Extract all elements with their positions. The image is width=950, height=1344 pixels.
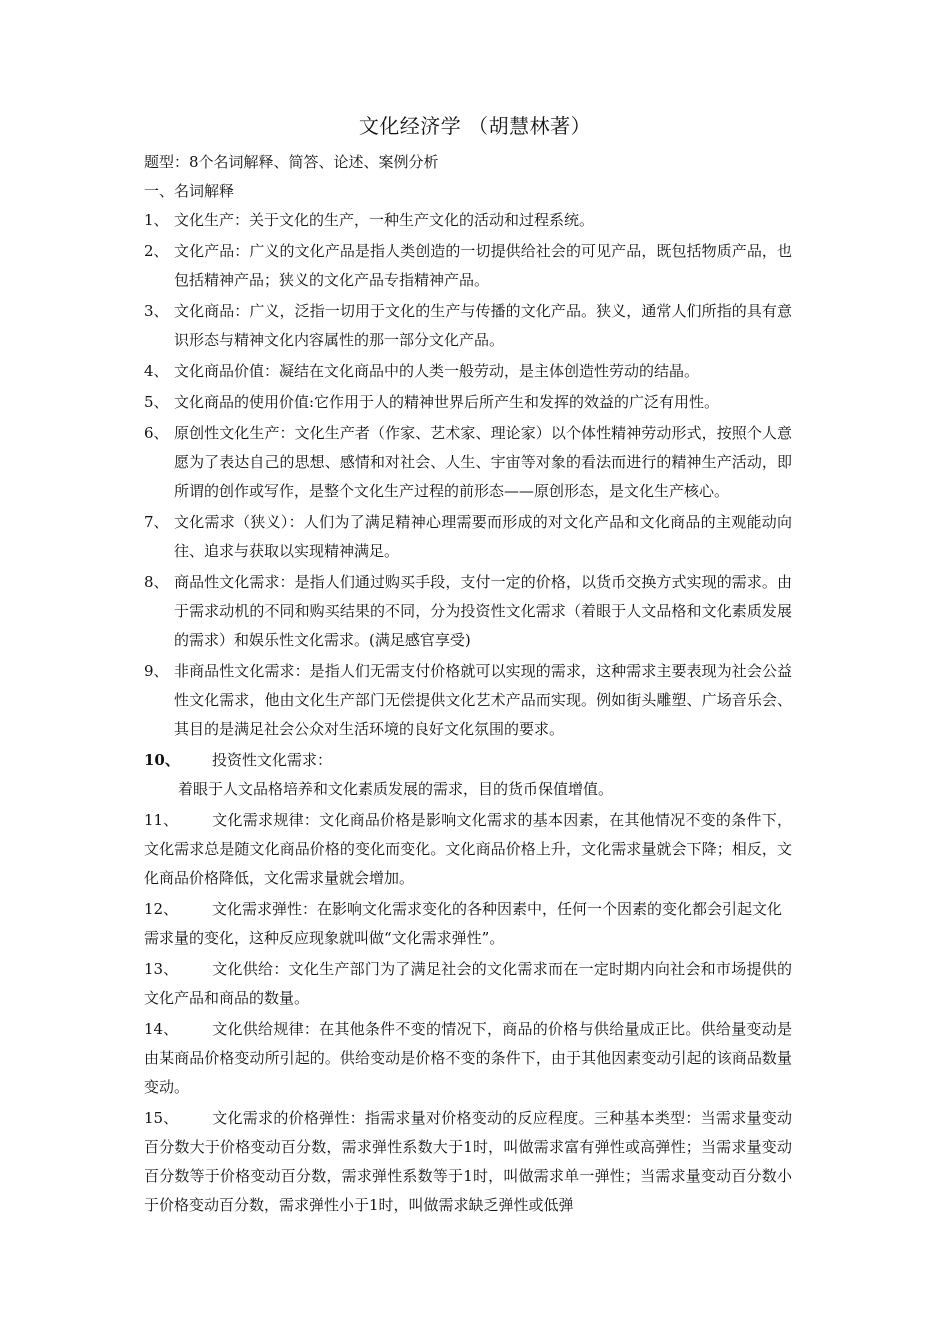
item-number: 14、 [144, 1020, 179, 1038]
item-number: 1、 [144, 211, 169, 229]
item-text: 商品性文化需求：是指人们通过购买手段，支付一定的价格，以货币交换方式实现的需求。由于需求动机的不同和购买结果的不同，分为投资性文化需求（着眼于人文品格和文化素质发展的需求）和娱乐性文化需求。(满足感官享受) [174, 573, 792, 649]
list-item [144, 955, 792, 1013]
list-item [144, 357, 792, 386]
item-text: 文化需求（狭义）：人们为了满足精神心理需要而形成的对文化产品和文化商品的主观能动向往、追求与获取以实现精神满足。 [174, 513, 792, 560]
item-number: 7、 [144, 513, 169, 531]
item-number: 2、 [144, 242, 169, 260]
item-number: 6、 [144, 424, 169, 442]
item-text: 文化商品价值：凝结在文化商品中的人类一般劳动，是主体创造性劳动的结晶。 [174, 362, 700, 380]
list-item [144, 568, 792, 655]
question-types: 题型：8个名词解释、简答、论述、案例分析 [144, 153, 439, 171]
item-number: 15、 [144, 1109, 179, 1127]
item-text: 文化供给规律：在其他条件不变的情况下，商品的价格与供给量成正比。供给量变动是由某商品价格变动所引起的。供给变动是价格不变的条件下，由于其他因素变动引起的该商品数量变动。 [144, 1020, 792, 1096]
item-number: 12、 [144, 900, 179, 918]
item-text: 文化产品：广义的文化产品是指人类创造的一切提供给社会的可见产品，既包括物质产品，也包括精神产品；狭义的文化产品专指精神产品。 [174, 242, 792, 289]
item-number: 4、 [144, 362, 169, 380]
list-item [144, 388, 792, 417]
item-number: 11、 [144, 811, 179, 829]
item-number: 5、 [144, 393, 169, 411]
list-item [144, 806, 792, 893]
list-item [144, 206, 792, 235]
item-number: 13、 [144, 960, 179, 978]
list-item-heading [144, 746, 792, 775]
document-title: 文化经济学 （胡慧林著） [358, 114, 592, 138]
item-text: 文化商品：广义，泛指一切用于文化的生产与传播的文化产品。狭义，通常人们所指的具有意识形态与精神文化内容属性的那一部分文化产品。 [174, 302, 792, 349]
list-item [144, 1104, 792, 1220]
section-heading: 一、名词解释 [144, 182, 235, 200]
list-item [144, 297, 792, 355]
item-number: 8、 [144, 573, 169, 591]
item-text: 原创性文化生产：文化生产者（作家、艺术家、理论家）以个体性精神劳动形式，按照个人意愿为了表达自己的思想、感情和对社会、人生、宇宙等对象的看法而进行的精神生产活动，即所谓的创作或写作，是整个文化生产过程的前形态——原创形态，是文化生产核心。 [174, 424, 792, 500]
item-text: 文化生产：关于文化的生产，一种生产文化的活动和过程系统。 [174, 211, 595, 229]
item-text: 着眼于人文品格培养和文化素质发展的需求，目的货币保值增值。 [178, 780, 614, 798]
item-number: 3、 [144, 302, 169, 320]
list-item [144, 657, 792, 744]
list-item [144, 1015, 792, 1102]
item-number: 9、 [144, 662, 169, 680]
item-text: 文化商品的使用价值:它作用于人的精神世界后所产生和发挥的效益的广泛有用性。 [174, 393, 720, 411]
item-text: 文化供给：文化生产部门为了满足社会的文化需求而在一定时期内向社会和市场提供的文化产品和商品的数量。 [144, 960, 792, 1007]
list-item [144, 508, 792, 566]
list-item [144, 419, 792, 506]
item-text: 文化需求弹性：在影响文化需求变化的各种因素中，任何一个因素的变化都会引起文化需求量的变化，这种反应现象就叫做“文化需求弹性”。 [144, 900, 783, 947]
item-heading: 投资性文化需求： [212, 751, 333, 769]
item-text: 文化需求的价格弹性：指需求量对价格变动的反应程度。三种基本类型：当需求量变动百分数大于价格变动百分数，需求弹性系数大于1时，叫做需求富有弹性或高弹性；当需求量变动百分数等于价格变动百分数，需求弹性系数等于1时，叫做需求单一弹性；当需求量变动百分数小于价格变动百分数，需求弹性小于1时，叫做需求缺乏弹性或低弹 [144, 1109, 792, 1214]
item-text: 文化需求规律：文化商品价格是影响文化需求的基本因素，在其他情况不变的条件下，文化需求总是随文化商品价格的变化而变化。文化商品价格上升，文化需求量就会下降；相反，文化商品价格降低，文化需求量就会增加。 [144, 811, 792, 887]
item-line [144, 895, 792, 953]
document-body [144, 148, 792, 1222]
item-text: 非商品性文化需求：是指人们无需支付价格就可以实现的需求，这种需求主要表现为社会公益性文化需求，他由文化生产部门无偿提供文化艺术产品而实现。例如街头雕塑、广场音乐会、其目的是满足社会公众对生活环境的良好文化氛围的要求。 [174, 662, 792, 738]
list-item [144, 895, 792, 953]
item-number: 10、 [144, 751, 180, 769]
list-item [144, 237, 792, 295]
